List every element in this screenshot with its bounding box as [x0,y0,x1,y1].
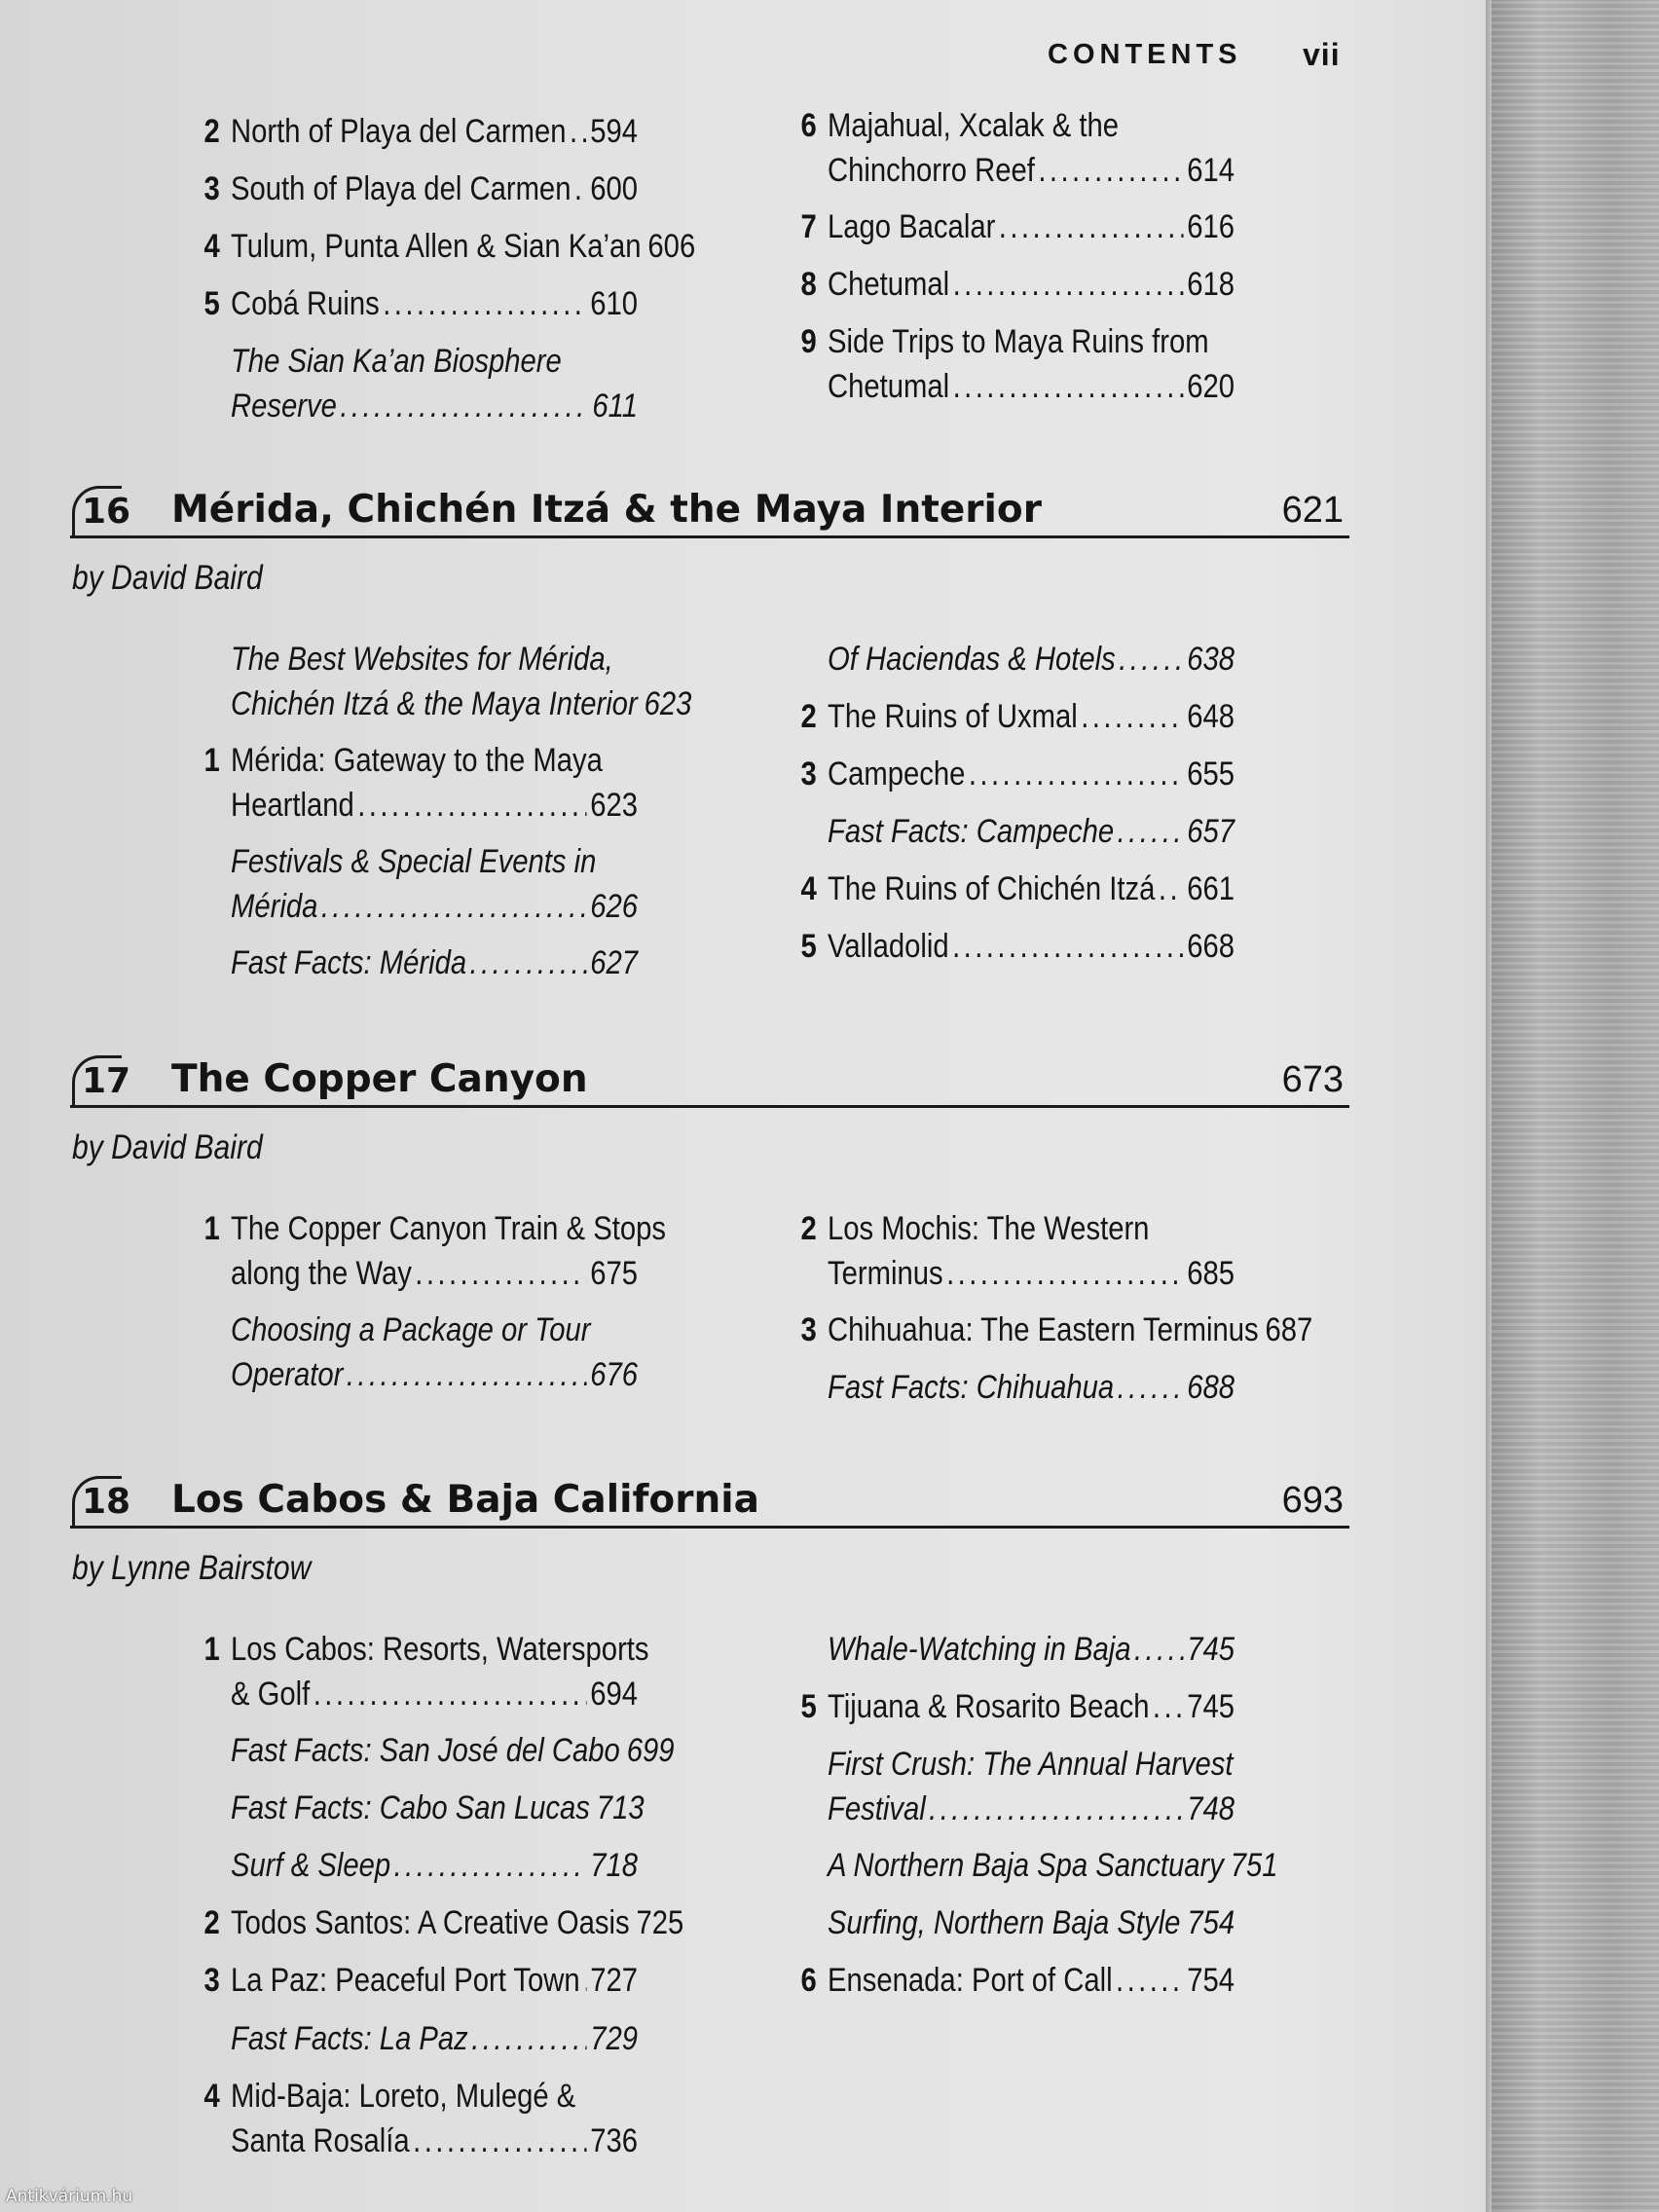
entry-title: Ensenada: Port of Call [828,1962,1113,2000]
entry-title: Mid-Baja: Loreto, Mulegé & [231,2077,576,2115]
entry-title: First Crush: The Annual Harvest [828,1746,1234,1784]
dot-leader [347,1352,587,1397]
entry-title: Festival [828,1790,926,1828]
entry-page: 751 [1230,1847,1278,1885]
chapter-author: by Lynne Bairstow [72,1549,312,1587]
entry-title: Reserve [231,387,337,425]
dot-leader [952,924,1184,969]
entry-title: Cobá Ruins [231,285,380,323]
toc-entry [800,1684,1235,1729]
entry-page: 610 [590,285,638,323]
toc-entry [231,2016,638,2061]
entry-page: 606 [647,228,696,266]
dot-leader [946,1251,1184,1296]
dot-leader [1116,1958,1184,2003]
entry-title: Los Cabos: Resorts, Watersports [231,1631,649,1668]
entry-title: Fast Facts: La Paz [231,2019,468,2057]
dot-leader [953,262,1184,307]
entry-number: 4 [203,228,220,266]
dot-leader [929,1787,1184,1831]
entry-title: Todos Santos: A Creative Oasis [231,1904,630,1942]
toc-entry [231,637,692,726]
entry-line [828,1308,1313,1352]
entry-page: 725 [636,1904,684,1942]
entry-page: 648 [1187,698,1235,736]
entry-page: 616 [1187,208,1235,246]
entry-number: 5 [800,1688,817,1726]
entry-line [828,694,1235,739]
entry-line [231,1352,638,1397]
chapter-page: 693 [1281,1480,1344,1521]
entry-page: 675 [590,1255,638,1292]
dot-leader [321,884,587,929]
entry-page: 745 [1187,1631,1235,1668]
running-head [1048,39,1340,71]
entry-title: Fast Facts: Cabo San Lucas [231,1789,590,1827]
entry-title: Mérida: Gateway to the Maya [231,742,603,780]
entry-page: 657 [1187,813,1235,851]
entry-page: 611 [592,387,638,425]
dot-leader [1038,148,1183,193]
entry-line [828,866,1235,911]
entry-title: La Paz: Peaceful Port Town [231,1962,580,2000]
dot-leader [471,2016,587,2061]
toc-entry [231,1786,645,1830]
entry-page: 668 [1187,928,1235,966]
page-number: vii [1303,37,1341,72]
chapter-heading [70,1045,1349,1108]
entry-line [828,1627,1235,1672]
entry-title: The Copper Canyon Train & Stops [231,1210,666,1247]
entry-page: 626 [590,888,638,926]
entry-page: 729 [590,2019,638,2057]
entry-line [231,109,638,154]
entry-number: 3 [203,1962,220,2000]
dot-leader [394,1843,587,1888]
entry-line [828,1742,1235,1787]
entry-title: Fast Facts: San José del Cabo [231,1732,620,1770]
toc-entry [800,262,1235,307]
entry-page: 748 [1187,1790,1235,1828]
entry-number: 3 [203,170,220,208]
dot-leader [953,364,1184,409]
entry-page: 618 [1187,266,1235,304]
entry-number: 6 [800,1962,817,2000]
entry-number: 2 [203,113,220,150]
entry-title: Operator [231,1356,344,1394]
toc-entry [800,752,1235,796]
toc-entry [800,103,1235,193]
entry-line [231,339,638,384]
toc-entry [203,1900,684,1945]
entry-number: 2 [800,1210,817,1247]
entry-line [828,809,1235,854]
entry-line [828,1206,1235,1251]
entry-line [828,637,1235,682]
entry-title: Surf & Sleep [231,1847,391,1885]
toc-entry [828,1843,1278,1888]
dot-leader [1153,1684,1184,1729]
entry-line [231,1206,666,1251]
entry-line [231,166,638,211]
entry-number: 8 [800,266,817,304]
entry-title: The Sian Ka’an Biosphere [231,343,562,381]
entry-title: The Ruins of Chichén Itzá [828,870,1156,908]
entry-line [231,1843,638,1888]
entry-title: The Ruins of Uxmal [828,698,1078,736]
entry-page: 754 [1187,1904,1235,1942]
dot-leader [999,204,1184,249]
entry-title: & Golf [231,1676,311,1713]
toc-entry [828,809,1235,854]
entry-line [231,384,638,428]
entry-title: Campeche [828,756,966,793]
watermark: Antikvárium.hu [6,2187,133,2206]
entry-page: 600 [590,170,638,208]
entry-title: The Best Websites for Mérida, [231,641,613,678]
entry-number: 3 [800,1311,817,1349]
toc-entry [203,281,638,326]
dot-leader [574,166,587,211]
chapter-author: by David Baird [72,559,263,597]
chapter-number: 18 [82,1482,131,1522]
toc-entry [203,1958,638,2003]
toc-entry [800,924,1235,969]
chapter-author: by David Baird [72,1128,263,1166]
entry-line [231,738,638,783]
entry-title: Terminus [828,1255,943,1292]
entry-page: 655 [1187,756,1235,793]
entry-number: 5 [800,928,817,966]
entry-line [828,262,1235,307]
entry-page: 623 [644,685,692,722]
entry-number: 2 [203,1904,220,1942]
chapter-heading [70,475,1349,538]
entry-number: 1 [203,742,220,780]
entry-page: 688 [1187,1369,1235,1407]
chapter-number: 16 [82,492,131,532]
toc-entry [828,1627,1235,1672]
dot-leader [1159,866,1184,911]
dot-leader [413,2119,587,2163]
entry-title: Fast Facts: Mérida [231,944,467,982]
entry-page: 745 [1187,1688,1235,1726]
entry-line [231,224,696,269]
entry-line [828,204,1235,249]
entry-line [231,940,638,985]
toc-entry [231,1728,675,1773]
entry-number: 1 [203,1210,220,1247]
toc-entry [203,2074,638,2163]
entry-line [231,281,638,326]
toc-entry [800,204,1235,249]
entry-title: Tulum, Punta Allen & Sian Ka’an [231,228,642,266]
entry-title: Side Trips to Maya Ruins from [828,323,1209,361]
dot-leader [415,1251,586,1296]
entry-title: Fast Facts: Chihuahua [828,1369,1115,1407]
entry-title: Chichén Itzá & the Maya Interior [231,685,638,722]
entry-line [231,2016,638,2061]
entry-number: 9 [800,323,817,361]
entry-page: 699 [626,1732,675,1770]
entry-line [231,839,638,884]
dot-leader [1081,694,1184,739]
entry-line [231,1308,638,1352]
entry-page: 676 [590,1356,638,1394]
toc-entry [231,839,638,929]
entry-line [231,1786,645,1830]
toc-entry [203,738,638,828]
dot-leader [340,384,589,428]
entry-title: Choosing a Package or Tour [231,1311,591,1349]
entry-title: Chetumal [828,266,950,304]
dot-leader [313,1672,587,1716]
toc-entry [800,1958,1235,2003]
dot-leader [1119,637,1184,682]
entry-line [828,752,1235,796]
dot-leader [969,752,1184,796]
toc-entry [203,1627,649,1716]
entry-number: 7 [800,208,817,246]
toc-entry [231,1308,638,1397]
toc-entry [231,339,638,428]
toc-entry [203,1206,666,1296]
chapter-title: Los Cabos & Baja California [171,1478,759,1522]
entry-title: Surfing, Northern Baja Style [828,1904,1181,1942]
entry-page: 685 [1187,1255,1235,1292]
chapter-number: 17 [82,1061,131,1101]
entry-line [231,1672,638,1716]
entry-page: 694 [590,1676,638,1713]
entry-page: 627 [590,944,638,982]
dot-leader [583,1958,587,2003]
toc-entry [828,1900,1235,1945]
entry-line [231,682,692,726]
chapter-title: Mérida, Chichén Itzá & the Maya Interior [171,488,1042,532]
toc-entry [231,1843,638,1888]
entry-line [828,148,1235,193]
entry-line [231,2119,638,2163]
entry-title: South of Playa del Carmen [231,170,571,208]
entry-line [231,637,638,682]
next-page-edge [1492,0,1659,2212]
entry-line [828,364,1235,409]
entry-title: Santa Rosalía [231,2121,410,2159]
entry-number: 1 [203,1631,220,1668]
toc-entry [828,1365,1235,1410]
chapter-page: 673 [1281,1059,1344,1100]
entry-line [231,1728,675,1773]
entry-line [828,319,1235,364]
toc-entry [203,109,638,154]
entry-number: 4 [800,870,817,908]
entry-line [231,783,638,828]
entry-page: 754 [1187,1962,1235,2000]
entry-page: 713 [596,1789,645,1827]
entry-line [231,1958,638,2003]
entry-page: 620 [1187,368,1235,406]
toc-entry [828,1742,1235,1831]
dot-leader [357,783,587,828]
entry-line [828,1958,1235,2003]
toc-entry [203,166,638,211]
entry-page: 687 [1265,1311,1313,1349]
entry-number: 2 [800,698,817,736]
entry-line [828,1251,1235,1296]
entry-title: Los Mochis: The Western [828,1210,1150,1247]
entry-line [828,103,1235,148]
entry-line [828,1843,1278,1888]
entry-line [231,2074,638,2119]
toc-entry [800,866,1235,911]
entry-title: Majahual, Xcalak & the [828,107,1120,144]
chapter-heading [70,1465,1349,1529]
toc-entry [203,224,696,269]
entry-title: Heartland [231,787,354,825]
entry-line [231,884,638,929]
toc-entry [800,694,1235,739]
entry-page: 594 [590,113,638,150]
running-head-section: CONTENTS [1048,39,1242,70]
entry-number: 5 [203,285,220,323]
entry-page: 718 [590,1847,638,1885]
entry-line [231,1251,638,1296]
entry-page: 661 [1187,870,1235,908]
entry-title: North of Playa del Carmen [231,113,567,150]
entry-title: Chinchorro Reef [828,152,1035,189]
chapter-title: The Copper Canyon [171,1057,588,1101]
dot-leader [570,109,587,154]
entry-page: 623 [590,787,638,825]
entry-line [828,924,1235,969]
toc-entry [800,319,1235,409]
entry-number: 4 [203,2077,220,2115]
entry-line [231,1627,649,1672]
entry-line [828,1787,1235,1831]
entry-title: Lago Bacalar [828,208,996,246]
entry-page: 736 [590,2121,638,2159]
toc-entry [828,637,1235,682]
dot-leader [1118,1365,1184,1410]
entry-title: Festivals & Special Events in [231,843,597,881]
entry-page: 614 [1187,152,1235,189]
entry-number: 3 [800,756,817,793]
dot-leader [383,281,587,326]
toc-entry [800,1308,1313,1352]
dot-leader [1118,809,1184,854]
entry-title: Whale-Watching in Baja [828,1631,1131,1668]
entry-title: along the Way [231,1255,412,1292]
entry-number: 6 [800,107,817,144]
toc-entry [800,1206,1235,1296]
entry-page: 727 [590,1962,638,2000]
entry-title: Valladolid [828,928,949,966]
entry-line [828,1900,1235,1945]
entry-title: Chihuahua: The Eastern Terminus [828,1311,1259,1349]
dot-leader [470,940,587,985]
chapter-page: 621 [1281,490,1344,531]
entry-page: 638 [1187,641,1235,678]
entry-title: A Northern Baja Spa Sanctuary [828,1847,1224,1885]
entry-title: Fast Facts: Campeche [828,813,1115,851]
entry-line [231,1900,684,1945]
entry-title: Mérida [231,888,318,926]
entry-line [828,1684,1235,1729]
entry-title: Of Haciendas & Hotels [828,641,1116,678]
dot-leader [1134,1627,1184,1672]
toc-entry [231,940,638,985]
entry-line [828,1365,1235,1410]
entry-title: Chetumal [828,368,950,406]
entry-title: Tijuana & Rosarito Beach [828,1688,1150,1726]
